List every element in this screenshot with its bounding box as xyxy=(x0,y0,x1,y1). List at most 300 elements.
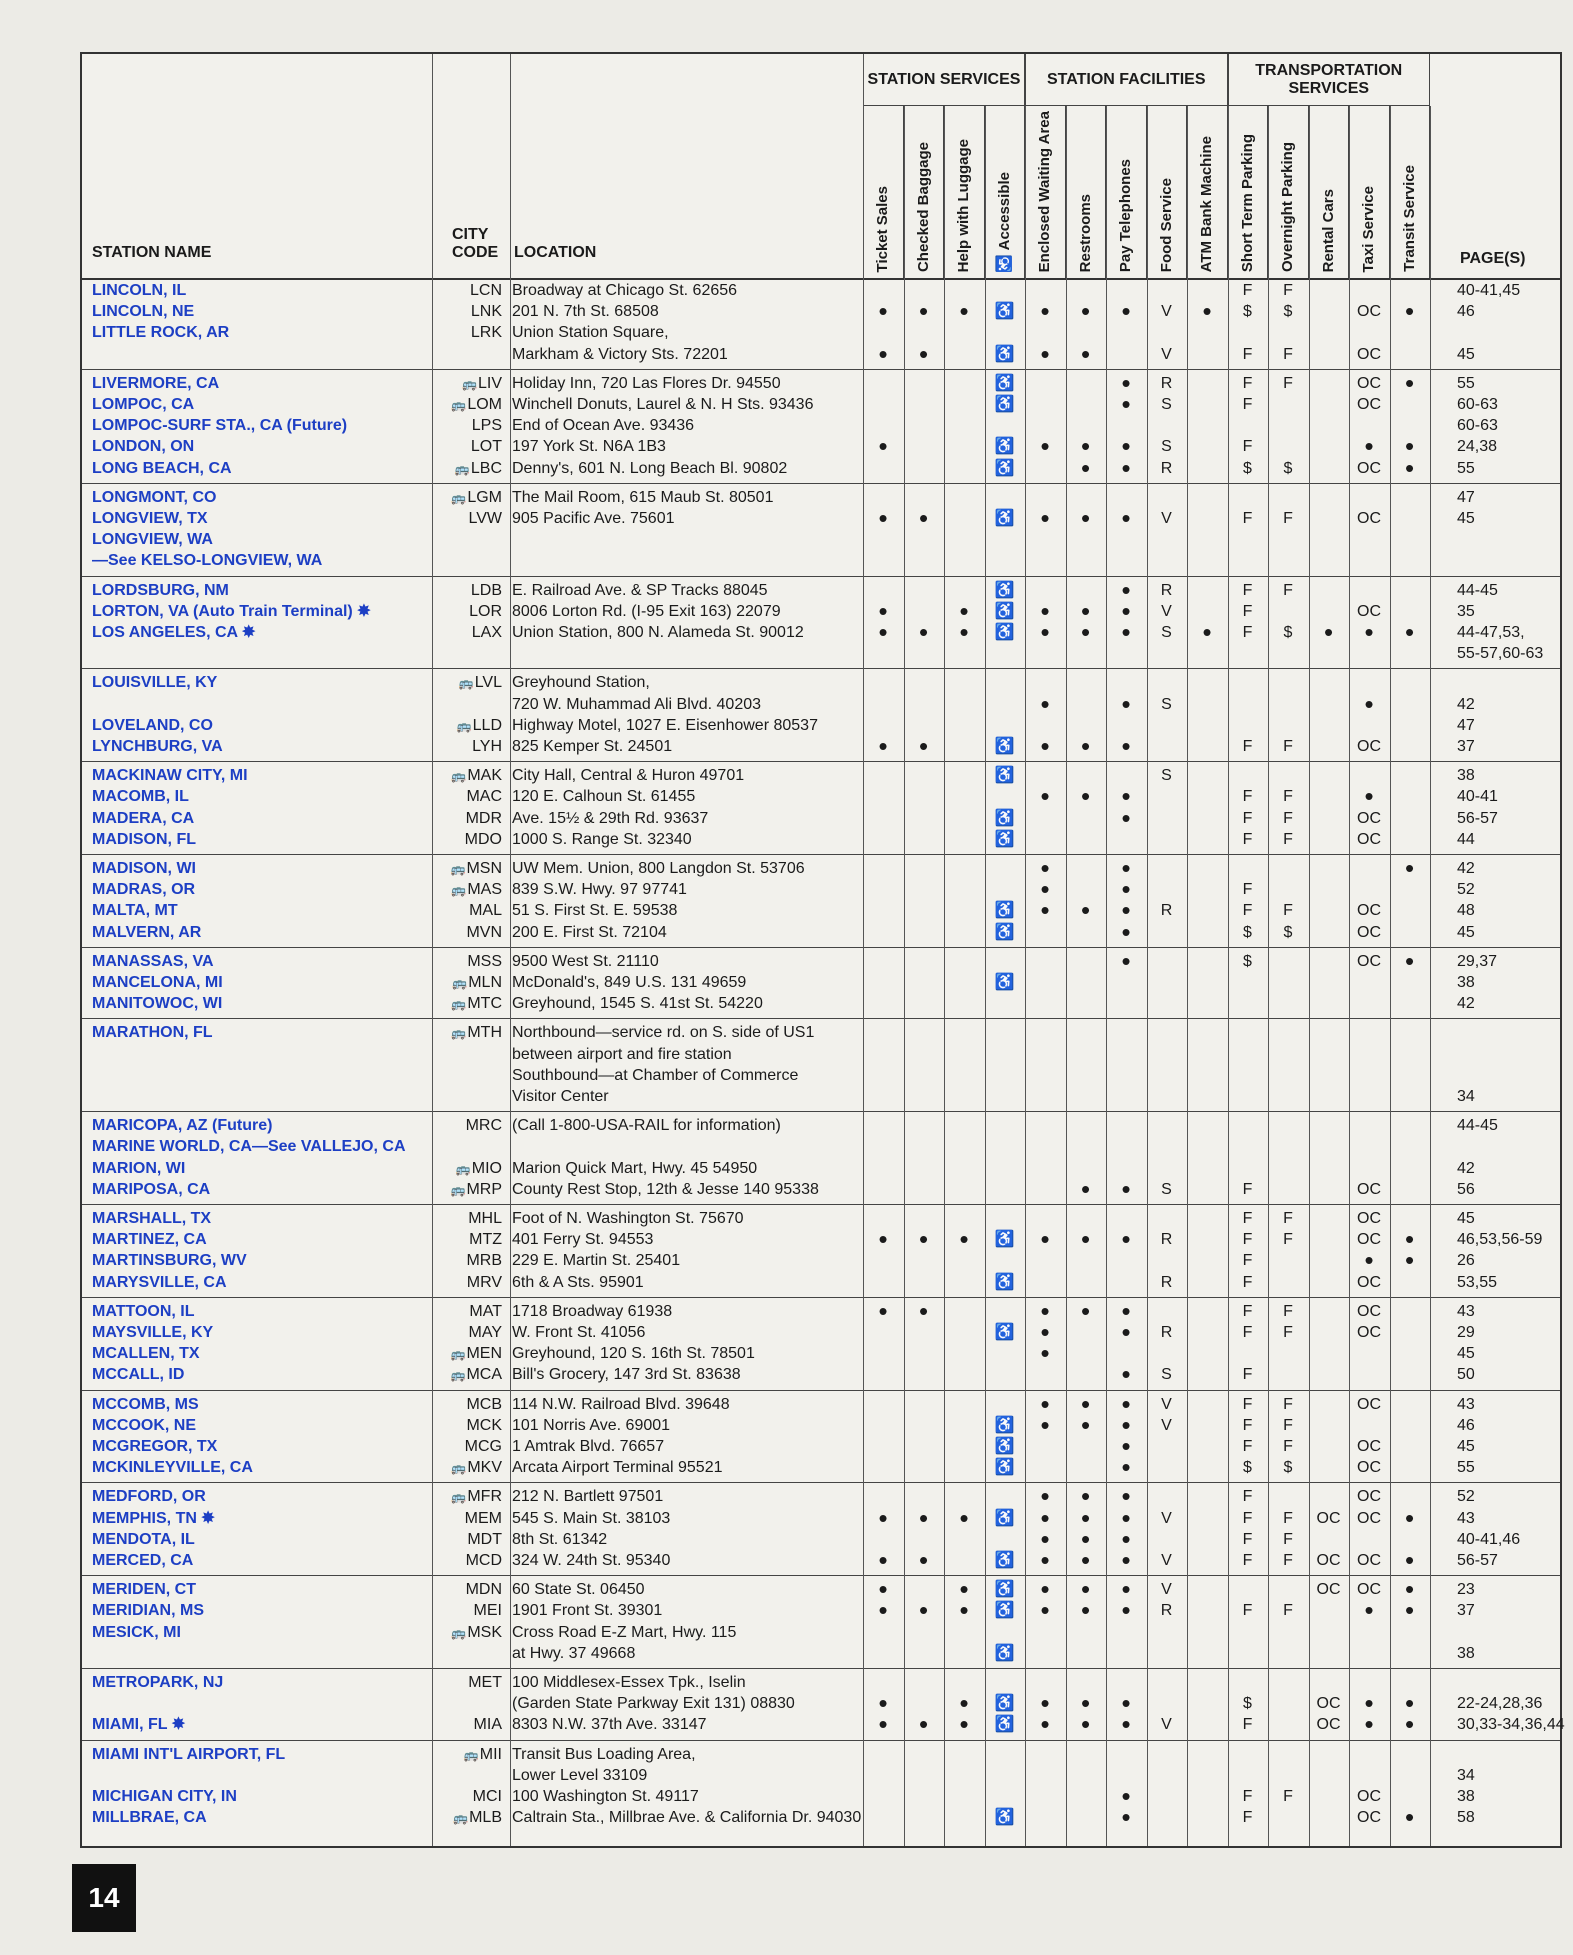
service-cell: • xyxy=(1202,617,1212,647)
service-cell: F xyxy=(1242,1488,1253,1506)
bus-icon: 🚌 xyxy=(455,1161,470,1176)
header-col-label: Enclosed Waiting Area xyxy=(1036,110,1054,272)
service-cell: • xyxy=(1404,1502,1415,1533)
service-cell: • xyxy=(918,1502,929,1533)
station-name: LINCOLN, NE xyxy=(92,303,195,321)
table-row xyxy=(82,1245,1560,1276)
table-row xyxy=(82,574,1560,605)
service-cell: • xyxy=(1040,1502,1050,1533)
station-name: MCKINLEYVILLE, CA xyxy=(92,1459,253,1477)
service-cell: • xyxy=(959,1224,969,1255)
pages: 29 xyxy=(1457,1324,1475,1341)
city-code: MAT xyxy=(469,1302,502,1320)
service-cell: • xyxy=(878,503,888,533)
service-cell: R xyxy=(1160,1324,1173,1341)
service-cell: OC xyxy=(1316,1509,1341,1527)
city-code: 🚌 MTC xyxy=(451,995,502,1013)
city-code: MRC xyxy=(465,1117,502,1135)
header-pages: PAGE(S) xyxy=(1460,250,1526,267)
service-cell: ♿ xyxy=(994,374,1015,392)
station-name: LOMPOC-SURF STA., CA (Future) xyxy=(92,417,348,435)
service-cell: • xyxy=(878,1545,888,1575)
service-cell: F xyxy=(1283,1231,1293,1249)
service-cell: • xyxy=(1040,1574,1050,1605)
service-cell: F xyxy=(1242,1231,1253,1249)
header-station-name: STATION NAME xyxy=(92,244,212,261)
service-cell: F xyxy=(1242,1210,1253,1227)
service-cell: • xyxy=(1404,1545,1415,1575)
pages: 37 xyxy=(1457,1602,1475,1620)
bus-icon: 🚌 xyxy=(454,461,469,476)
table-row xyxy=(82,829,1560,850)
table-row xyxy=(82,431,1560,462)
station-name: MARTINSBURG, WV xyxy=(92,1252,247,1270)
service-cell: • xyxy=(1040,1709,1050,1740)
city-code: MAY xyxy=(468,1324,502,1341)
station-name: LONGVIEW, WA xyxy=(92,531,213,549)
service-cell: S xyxy=(1161,396,1172,413)
service-cell: • xyxy=(878,338,888,369)
table-row xyxy=(82,322,1560,343)
service-cell: • xyxy=(959,1502,969,1533)
station-location: Broadway at Chicago St. 62656 xyxy=(512,282,738,299)
service-cell: • xyxy=(1121,431,1131,462)
service-cell: ♿ xyxy=(994,1716,1015,1734)
service-cell: F xyxy=(1242,1252,1253,1270)
service-cell: • xyxy=(878,1709,888,1740)
service-cell: OC xyxy=(1357,1509,1381,1527)
service-cell: $ xyxy=(1283,624,1293,641)
station-location: 1718 Broadway 61938 xyxy=(512,1302,673,1320)
station-name: LOS ANGELES, CA ✸ xyxy=(92,624,256,641)
service-cell: • xyxy=(1121,1802,1131,1833)
service-cell: • xyxy=(918,296,929,327)
station-name: LONGMONT, CO xyxy=(92,488,217,506)
service-cell: ♿ xyxy=(994,809,1015,827)
service-cell: • xyxy=(1121,1173,1131,1204)
service-cell: • xyxy=(1121,1688,1131,1719)
table-row xyxy=(82,529,1560,550)
station-location: 120 E. Calhoun St. 61455 xyxy=(512,788,696,806)
service-cell: • xyxy=(1080,595,1091,626)
service-cell: F xyxy=(1283,374,1293,392)
pages: 38 xyxy=(1457,1644,1475,1662)
station-location: 545 S. Main St. 38103 xyxy=(512,1509,671,1527)
station-location: 401 Ferry St. 94553 xyxy=(512,1231,654,1249)
station-location: 8303 N.W. 37th Ave. 33147 xyxy=(512,1716,707,1734)
service-cell: • xyxy=(1080,431,1091,462)
station-name: LONG BEACH, CA xyxy=(92,459,232,477)
city-code: 🚌 LOM xyxy=(451,396,502,413)
page-number: 14 xyxy=(72,1864,136,1932)
service-cell: • xyxy=(1364,617,1374,647)
city-code: LRK xyxy=(470,324,502,342)
service-cell: • xyxy=(1040,617,1050,647)
service-cell: OC xyxy=(1357,1788,1381,1805)
service-cell: F xyxy=(1283,809,1293,827)
station-name: MARINE WORLD, CA—See VALLEJO, CA xyxy=(92,1138,406,1156)
service-cell: R xyxy=(1160,374,1173,392)
service-cell: OC xyxy=(1357,396,1381,413)
header-col-13 xyxy=(1390,106,1431,278)
city-code: 🚌 MFR xyxy=(451,1488,502,1506)
station-location: Union Station, 800 N. Alameda St. 90012 xyxy=(512,624,804,641)
station-location: Winchell Donuts, Laurel & N. H Sts. 93436 xyxy=(512,396,814,413)
service-cell: F xyxy=(1242,396,1253,413)
table-row xyxy=(82,1523,1560,1554)
bus-icon: 🚌 xyxy=(450,1368,465,1383)
service-cell: OC xyxy=(1357,952,1381,970)
header-col-11 xyxy=(1309,106,1350,278)
service-cell: OC xyxy=(1357,1273,1381,1291)
city-code: 🚌 MKV xyxy=(451,1459,502,1477)
service-cell: • xyxy=(1121,688,1131,719)
service-cell: • xyxy=(1121,367,1131,398)
station-name: LINCOLN, IL xyxy=(92,282,187,299)
service-cell: • xyxy=(1404,431,1415,462)
header-col-label: Short Term Parking xyxy=(1238,133,1256,272)
city-code: 🚌 LBC xyxy=(454,459,502,477)
station-location: E. Railroad Ave. & SP Tracks 88045 xyxy=(512,581,768,599)
table-row xyxy=(82,415,1560,436)
table-row xyxy=(82,972,1560,993)
service-cell: • xyxy=(1121,1409,1131,1440)
station-name: MARTINEZ, CA xyxy=(92,1231,207,1249)
service-cell: F xyxy=(1283,1302,1293,1320)
station-name: MEMPHIS, TN ✸ xyxy=(92,1509,215,1527)
service-cell: OC xyxy=(1316,1552,1341,1569)
header-col-0 xyxy=(863,106,904,278)
bus-icon: 🚌 xyxy=(451,883,466,898)
station-location: 60 State St. 06450 xyxy=(512,1581,645,1599)
station-location: W. Front St. 41056 xyxy=(512,1324,646,1341)
service-cell: S xyxy=(1161,1366,1172,1384)
pages: 42 xyxy=(1457,695,1475,713)
table-row xyxy=(82,993,1560,1014)
service-cell: • xyxy=(1121,731,1131,761)
service-cell: • xyxy=(1040,781,1050,812)
city-code: LCN xyxy=(469,282,502,299)
pages: 60-63 xyxy=(1457,396,1498,413)
service-cell: • xyxy=(1040,895,1050,926)
header-col-label: ATM Bank Machine xyxy=(1198,135,1216,272)
service-cell: $ xyxy=(1243,952,1252,970)
service-cell: • xyxy=(1040,731,1050,761)
service-cell: F xyxy=(1242,1552,1253,1569)
service-cell: • xyxy=(1040,503,1050,533)
station-name: LOMPOC, CA xyxy=(92,396,195,413)
station-location: Caltrain Sta., Millbrae Ave. & California Dr. 94030 xyxy=(512,1809,862,1827)
service-cell: F xyxy=(1242,1395,1253,1413)
city-code: 🚌 MCA xyxy=(450,1366,502,1384)
service-cell: ♿ xyxy=(994,1602,1015,1620)
service-cell: • xyxy=(1202,296,1212,327)
service-cell: • xyxy=(1080,895,1091,926)
station-location: between airport and fire station xyxy=(512,1045,732,1063)
service-cell: F xyxy=(1283,902,1293,920)
pages: 58 xyxy=(1457,1809,1475,1827)
pages: 46 xyxy=(1457,303,1475,321)
table-row xyxy=(82,688,1560,719)
station-name: MADERA, CA xyxy=(92,809,195,827)
city-code: 🚌 MLN xyxy=(452,974,502,991)
bus-icon: 🚌 xyxy=(452,976,467,990)
table-row xyxy=(82,338,1560,369)
service-cell: F xyxy=(1242,1716,1253,1734)
table-row xyxy=(82,389,1560,419)
service-cell: • xyxy=(1404,1709,1415,1740)
city-code: 🚌 LVL xyxy=(458,674,502,692)
pages: 24,38 xyxy=(1457,438,1498,456)
station-location: 100 Washington St. 49117 xyxy=(512,1788,699,1805)
service-cell: • xyxy=(1040,853,1050,883)
bus-icon: 🚌 xyxy=(451,490,466,505)
service-cell: OC xyxy=(1357,1210,1381,1227)
station-location: 201 N. 7th St. 68508 xyxy=(512,303,659,321)
service-cell: OC xyxy=(1357,1581,1381,1599)
station-location: McDonald's, 849 U.S. 131 49659 xyxy=(512,974,747,991)
service-cell: ♿ xyxy=(994,303,1015,321)
station-name: MATTOON, IL xyxy=(92,1302,195,1320)
service-cell: ♿ xyxy=(994,1459,1015,1477)
table-row xyxy=(82,1431,1560,1461)
service-cell: R xyxy=(1160,1231,1173,1249)
service-cell: • xyxy=(1121,503,1131,533)
station-location: 197 York St. N6A 1B3 xyxy=(512,438,666,456)
service-cell: F xyxy=(1242,1438,1253,1455)
service-cell: ♿ xyxy=(994,923,1015,941)
station-location: 839 S.W. Hwy. 97 97741 xyxy=(512,881,687,899)
pages: 52 xyxy=(1457,1488,1475,1506)
table-row xyxy=(82,617,1560,647)
table-row xyxy=(82,1086,1560,1107)
service-cell: • xyxy=(1121,1781,1131,1811)
header-group-1: STATION FACILITIES xyxy=(1025,54,1228,106)
service-cell: OC xyxy=(1357,1438,1381,1455)
service-cell: • xyxy=(1121,1523,1131,1554)
bus-icon: 🚌 xyxy=(463,1747,478,1762)
service-cell: F xyxy=(1283,1324,1293,1341)
service-cell: • xyxy=(1121,1481,1131,1512)
bus-icon: 🚌 xyxy=(456,718,471,733)
bus-icon: 🚌 xyxy=(451,1461,466,1476)
service-cell: • xyxy=(1121,853,1131,883)
pages: 44-45 xyxy=(1457,1117,1498,1135)
service-cell: • xyxy=(1121,595,1131,626)
city-code: MRB xyxy=(466,1252,502,1270)
header-col-2 xyxy=(944,106,985,278)
service-cell: • xyxy=(1040,1224,1050,1255)
table-row xyxy=(82,1595,1560,1626)
service-cell: • xyxy=(1080,1709,1091,1740)
service-cell: • xyxy=(959,1688,969,1719)
service-cell: • xyxy=(1121,1709,1131,1740)
service-cell: • xyxy=(1121,945,1131,976)
station-name: LYNCHBURG, VA xyxy=(92,738,223,755)
station-name: MARSHALL, TX xyxy=(92,1210,212,1227)
station-location: Union Station Square, xyxy=(512,324,669,342)
service-cell: • xyxy=(1080,1688,1091,1719)
service-cell: • xyxy=(1040,1595,1050,1626)
service-cell: OC xyxy=(1357,902,1381,920)
pages: 43 xyxy=(1457,1395,1475,1413)
station-location: Marion Quick Mart, Hwy. 45 54950 xyxy=(512,1159,758,1177)
station-location: Greyhound, 1545 S. 41st St. 54220 xyxy=(512,995,763,1013)
table-row xyxy=(82,452,1560,483)
header-group-0: STATION SERVICES xyxy=(863,54,1025,106)
service-cell: • xyxy=(1080,1502,1091,1533)
service-cell: V xyxy=(1161,303,1172,321)
city-code: MCB xyxy=(466,1395,502,1413)
station-location: Cross Road E-Z Mart, Hwy. 115 xyxy=(512,1623,737,1641)
service-cell: S xyxy=(1161,695,1172,713)
pages: 53,55 xyxy=(1457,1273,1498,1291)
service-cell: • xyxy=(959,1595,969,1626)
service-cell: F xyxy=(1242,902,1253,920)
header-col-label: Taxi Service xyxy=(1360,185,1378,272)
city-code: MET xyxy=(468,1674,502,1691)
service-cell: V xyxy=(1161,602,1172,620)
station-location: 114 N.W. Railroad Blvd. 39648 xyxy=(512,1395,730,1413)
service-cell: • xyxy=(1121,452,1131,483)
station-name: MAYSVILLE, KY xyxy=(92,1324,214,1341)
station-table xyxy=(80,52,1565,1848)
station-name: MANCELONA, MI xyxy=(92,974,223,991)
service-cell: • xyxy=(918,731,929,761)
service-cell: ♿ xyxy=(994,345,1015,363)
station-location: 9500 West St. 21110 xyxy=(512,952,659,970)
service-cell: • xyxy=(1364,431,1374,462)
pages: 34 xyxy=(1457,1766,1475,1784)
header-col-8 xyxy=(1187,106,1228,278)
service-cell: • xyxy=(878,431,888,462)
city-code: MDR xyxy=(465,809,502,827)
service-cell: • xyxy=(1040,1338,1050,1369)
table-row xyxy=(82,1709,1565,1740)
table-row xyxy=(82,1409,1560,1440)
station-location: 8th St. 61342 xyxy=(512,1530,608,1548)
table-row xyxy=(82,1388,1560,1419)
service-cell: $ xyxy=(1283,459,1293,477)
table-row xyxy=(82,1115,1560,1136)
service-cell: OC xyxy=(1357,303,1381,321)
table-row xyxy=(82,1744,1560,1765)
service-cell: • xyxy=(1404,367,1415,398)
service-cell: • xyxy=(1364,1595,1374,1626)
station-location: 200 E. First St. 72104 xyxy=(512,923,667,941)
service-cell: R xyxy=(1160,459,1173,477)
service-cell: F xyxy=(1283,1552,1293,1569)
service-cell: • xyxy=(1121,1545,1131,1575)
table-row xyxy=(82,1044,1560,1065)
city-code: 🚌 MAS xyxy=(451,881,502,899)
header-col-label: Transit Service xyxy=(1400,165,1418,272)
service-cell: OC xyxy=(1357,1488,1381,1506)
service-cell: • xyxy=(959,1709,969,1740)
service-cell: • xyxy=(1040,431,1050,462)
service-cell: ♿ xyxy=(994,1581,1015,1599)
station-name: MARYSVILLE, CA xyxy=(92,1273,227,1291)
service-cell: ♿ xyxy=(994,1809,1015,1827)
pages: 42 xyxy=(1457,860,1475,877)
service-cell: • xyxy=(1040,688,1050,719)
service-cell: ♿ xyxy=(994,396,1015,413)
table-row xyxy=(82,1224,1560,1255)
service-cell: V xyxy=(1161,1509,1172,1527)
service-cell: • xyxy=(1404,1595,1415,1626)
service-cell: • xyxy=(1040,1481,1050,1512)
service-cell: • xyxy=(1404,1245,1415,1276)
service-cell: • xyxy=(1364,688,1374,719)
service-cell: • xyxy=(1040,1295,1050,1326)
header-col-label: Help with Luggage xyxy=(955,138,973,272)
service-cell: F xyxy=(1283,1602,1293,1620)
station-name: MCGREGOR, TX xyxy=(92,1438,218,1455)
service-cell: R xyxy=(1160,1602,1173,1620)
service-cell: F xyxy=(1242,345,1253,363)
table-row xyxy=(82,781,1560,812)
station-location: Arcata Airport Terminal 95521 xyxy=(512,1459,723,1477)
header-col-label: Pay Telephones xyxy=(1117,158,1135,272)
service-cell: OC xyxy=(1357,1180,1381,1198)
service-cell: • xyxy=(878,731,888,761)
city-code: MTZ xyxy=(469,1231,502,1249)
station-name: MARIPOSA, CA xyxy=(92,1180,211,1198)
station-location: Lower Level 33109 xyxy=(512,1766,648,1784)
header-col-10 xyxy=(1268,106,1309,278)
city-code: MCG xyxy=(464,1438,502,1455)
service-cell: OC xyxy=(1357,459,1381,477)
city-code: 🚌 MRP xyxy=(450,1180,502,1198)
pages: 45 xyxy=(1457,345,1475,363)
service-cell: • xyxy=(1080,731,1091,761)
station-location: Markham & Victory Sts. 72201 xyxy=(512,345,728,363)
bus-icon: 🚌 xyxy=(453,1811,468,1826)
service-cell: • xyxy=(878,1295,888,1326)
pages: 45 xyxy=(1457,1345,1475,1363)
city-code: 🚌 MEN xyxy=(450,1345,502,1363)
header-col-7 xyxy=(1147,106,1188,278)
service-cell: F xyxy=(1283,830,1293,848)
service-cell: ♿ xyxy=(994,830,1015,848)
pages: 43 xyxy=(1457,1509,1475,1527)
station-location: UW Mem. Union, 800 Langdon St. 53706 xyxy=(512,860,805,877)
service-cell: • xyxy=(1121,389,1131,419)
service-cell: F xyxy=(1242,1602,1253,1620)
bus-icon: 🚌 xyxy=(451,398,466,412)
city-code: MCK xyxy=(466,1416,502,1434)
city-code: 🚌 LGM xyxy=(451,488,502,506)
service-cell: ♿ xyxy=(994,624,1015,641)
city-code: 🚌 MIO xyxy=(455,1159,502,1177)
city-code: LVW xyxy=(468,510,502,527)
station-name: MARION, WI xyxy=(92,1159,186,1177)
station-name: MACKINAW CITY, MI xyxy=(92,767,248,785)
header-city-code: CITY CODE xyxy=(452,226,499,261)
service-cell: OC xyxy=(1357,1231,1381,1249)
pages: 44-45 xyxy=(1457,581,1498,599)
bus-icon: 🚌 xyxy=(450,862,465,876)
service-cell: ♿ xyxy=(994,1231,1015,1249)
service-cell: F xyxy=(1242,374,1253,392)
station-location: 212 N. Bartlett 97501 xyxy=(512,1488,664,1506)
header-col-5 xyxy=(1066,106,1107,278)
pages: 42 xyxy=(1457,995,1475,1013)
pages: 47 xyxy=(1457,488,1475,506)
station-location: 100 Middlesex-Essex Tpk., Iselin xyxy=(512,1674,746,1691)
service-cell: F xyxy=(1242,1530,1253,1548)
service-cell: • xyxy=(1121,874,1131,905)
